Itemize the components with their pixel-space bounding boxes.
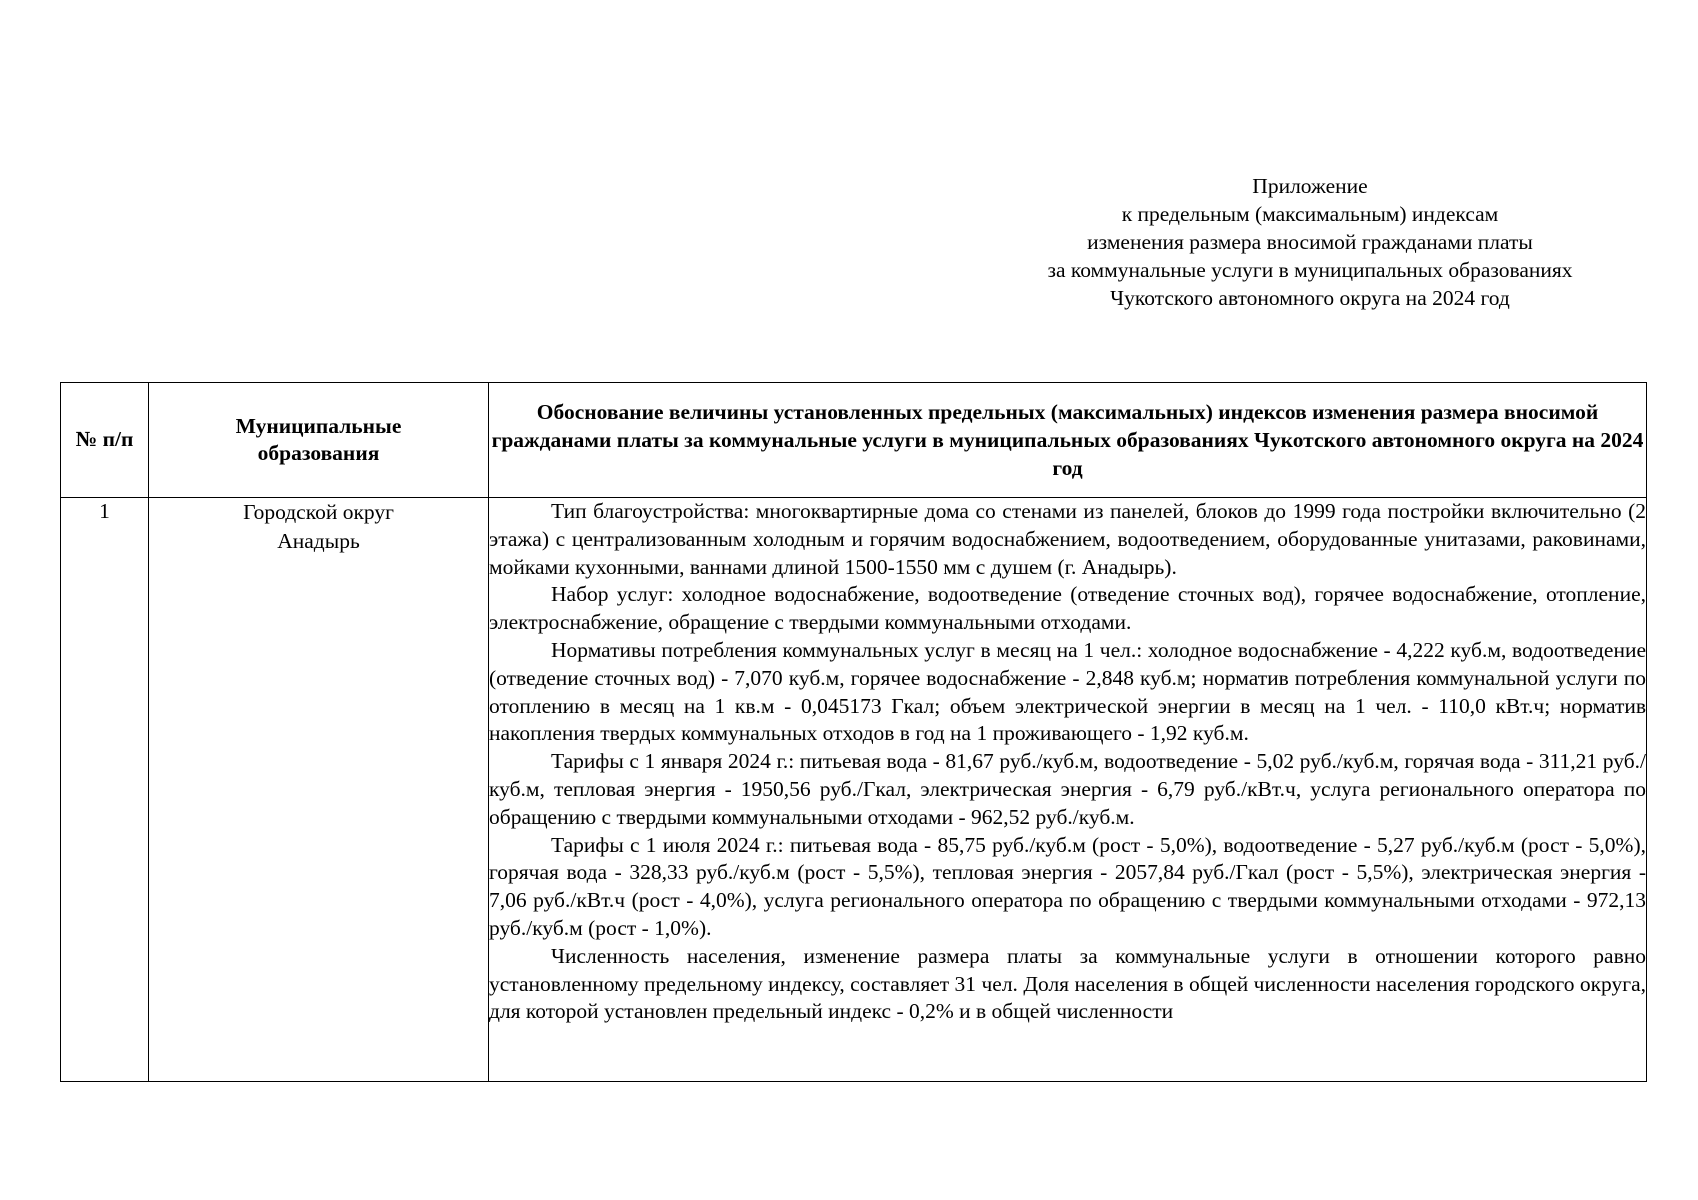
table-row	[61, 498, 1647, 1082]
paragraph-tariffs-july: Тарифы с 1 июля 2024 г.: питьевая вода - 85,75 руб./куб.м (рост - 5,0%), водоотведение - 5,27 руб./куб.м (рост - 5,0%), горячая вода - 328,33 руб./куб.м (рост - 5,5%), тепловая энергия - 2057,84 руб./Гкал (рост - 5,5%), электрическая энергия - 7,06 руб./кВт.ч (рост - 4,0%), услуга регионального оператора по обращению с твердыми коммунальными отходами - 972,13 руб./куб.м (рост - 1,0%).	[489, 832, 1646, 940]
appendix-line: к предельным (максимальным) индексам	[1121, 202, 1499, 226]
row-justification	[489, 498, 1647, 1082]
paragraph-consumption-norms: Нормативы потребления коммунальных услуг в месяц на 1 чел.: холодное водоснабжение - 4,222 куб.м, водоотведение (отведение сточных вод) - 7,070 куб.м, горячее водоснабжение - 2,848 куб.м; норматив потребления коммунальной услуги по отоплению в месяц на 1 кв.м - 0,045173 Гкал; объем электрической энергии в месяц на 1 чел. - 110,0 кВт.ч; норматив накопления твердых коммунальных отходов в год на 1 проживающего - 1,92 куб.м.	[489, 637, 1646, 746]
appendix-heading	[980, 172, 1640, 312]
table-header-row	[61, 383, 1647, 498]
row-municipality	[149, 498, 489, 1082]
justification-text	[489, 498, 1646, 1079]
header-justification: Обоснование величины установленных предельных (максимальных) индексов изменения размера вносимой гражданами платы за коммунальные услуги в муниципальных образованиях Чукотского автономного округа на 2024 год	[489, 383, 1647, 498]
appendix-line: изменения размера вносимой гражданами платы	[1087, 230, 1533, 254]
header-municipality-line: Муниципальные	[235, 414, 402, 438]
paragraph-improvement-type: Тип благоустройства: многоквартирные дома со стенами из панелей, блоков до 1999 года постройки включительно (2 этажа) с централизованным холодным и горячим водоснабжением, водоотведением, оборудованные унитазами, раковинами, мойками кухонными, ваннами длиной 1500-1550 мм с душем (г. Анадырь).	[489, 499, 1646, 579]
municipality-line: Анадырь	[277, 529, 360, 553]
header-number: № п/п	[61, 383, 149, 498]
paragraph-service-set: Набор услуг: холодное водоснабжение, водоотведение (отведение сточных вод), горячее водоснабжение, отопление, электроснабжение, обращение с твердыми коммунальными отходами.	[489, 582, 1646, 635]
paragraph-tariffs-january: Тарифы с 1 января 2024 г.: питьевая вода - 81,67 руб./куб.м, водоотведение - 5,02 руб./куб.м, горячая вода - 311,21 руб./куб.м, тепловая энергия - 1950,56 руб./Гкал, электрическая энергия - 6,79 руб./кВт.ч, услуга регионального оператора по обращению с твердыми коммунальными отходами - 962,52 руб./куб.м.	[489, 749, 1646, 829]
municipality-line: Городской округ	[243, 500, 394, 524]
appendix-line: за коммунальные услуги в муниципальных образованиях	[1047, 258, 1573, 282]
header-municipality	[149, 383, 489, 498]
paragraph-population: Численность населения, изменение размера платы за коммунальные услуги в отношении которого равно установленному предельному индексу, составляет 31 чел. Доля населения в общей численности населения городского округа, для которой установлен предельный индекс - 0,2% и в общей численности	[489, 943, 1646, 1024]
row-number: 1	[61, 498, 149, 1082]
appendix-line: Приложение	[1252, 174, 1368, 198]
indices-justification-table	[60, 382, 1647, 1082]
appendix-line: Чукотского автономного округа на 2024 год	[1110, 286, 1510, 310]
header-municipality-line: образования	[257, 441, 380, 465]
